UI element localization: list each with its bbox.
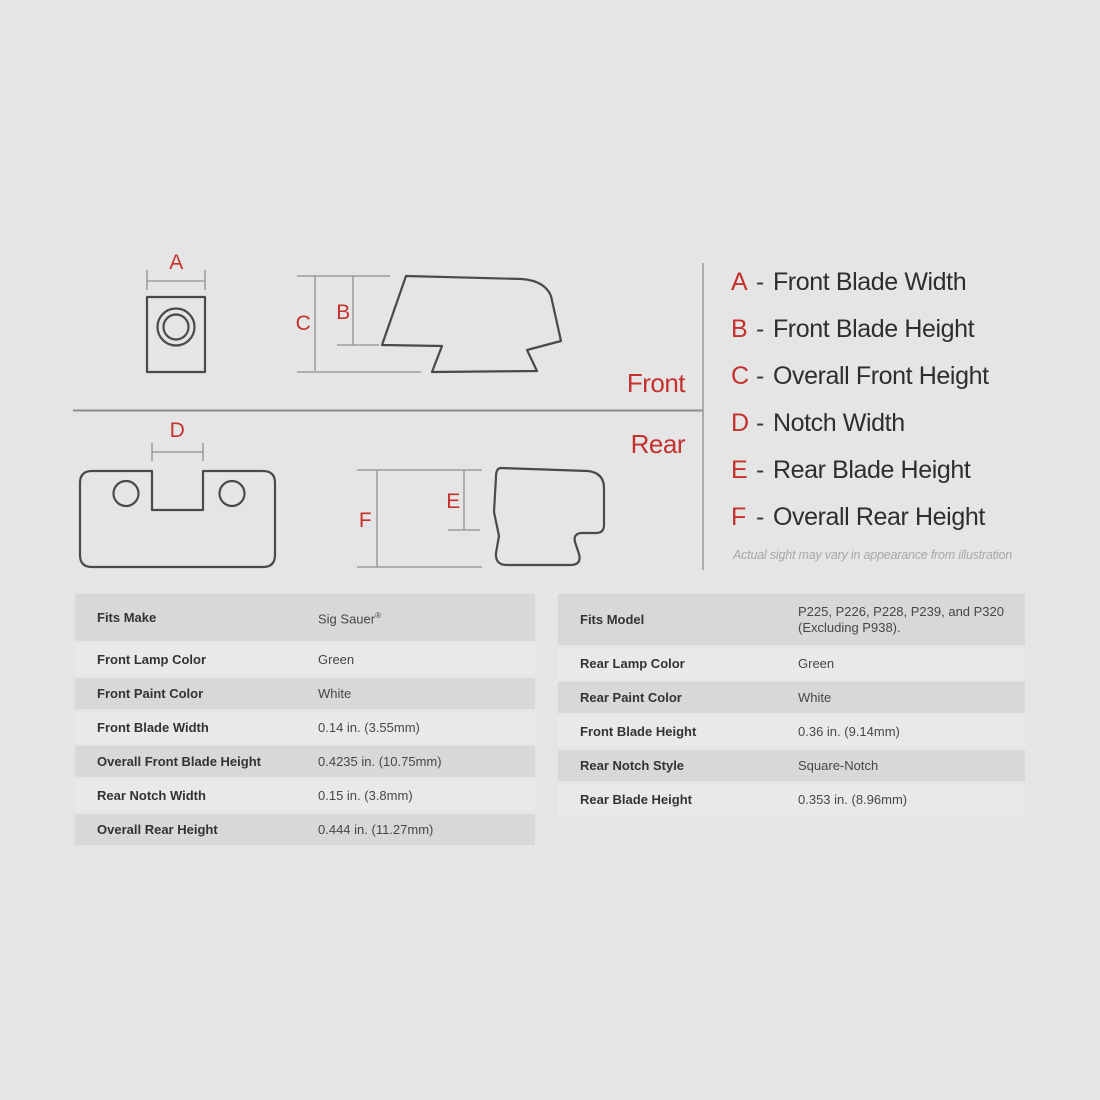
spec-value: 0.353 in. (8.96mm)	[798, 791, 908, 807]
dim-label-b: B	[336, 301, 350, 324]
spec-row-rear-lamp-color	[558, 648, 1025, 679]
spec-label: Fits Make	[97, 610, 157, 625]
legend-dash: -	[756, 503, 764, 531]
spec-value: 0.4235 in. (10.75mm)	[318, 753, 442, 769]
front-sight-lamp-inner-ring	[164, 315, 189, 340]
spec-row-front-lamp-color	[75, 644, 535, 675]
spec-label: Front Paint Color	[97, 686, 204, 701]
legend-letter: A	[731, 268, 748, 296]
legend-item-f	[731, 494, 1031, 541]
spec-value: Green	[318, 651, 355, 667]
front-section-label: Front	[626, 368, 685, 398]
legend-item-e	[731, 447, 1031, 494]
legend-item-c	[731, 353, 1031, 400]
legend-dash: -	[756, 315, 764, 343]
dim-d-lines	[152, 443, 203, 461]
spec-label: Front Lamp Color	[97, 652, 207, 667]
rear-sight-right-lamp	[220, 481, 245, 506]
spec-label: Rear Blade Height	[580, 792, 692, 807]
spec-row-rear-notch-width	[75, 780, 535, 811]
spec-value: 0.36 in. (9.14mm)	[798, 723, 900, 739]
legend-dash: -	[756, 268, 764, 296]
spec-table-left	[75, 594, 535, 848]
dim-c-b-lines	[297, 276, 421, 372]
spec-value: Sig Sauer®	[318, 610, 381, 627]
spec-row-front-blade-width	[75, 712, 535, 743]
dim-label-d: D	[169, 419, 185, 442]
spec-label: Overall Rear Height	[97, 822, 218, 837]
legend-label: Overall Front Height	[772, 362, 989, 390]
dimension-legend	[731, 259, 1031, 541]
front-sight-profile-outline	[382, 276, 561, 372]
spec-label: Rear Notch Width	[97, 788, 206, 803]
spec-row-fits-make	[75, 594, 535, 641]
legend-item-a	[731, 259, 1031, 306]
spec-value: 0.14 in. (3.55mm)	[318, 719, 420, 735]
spec-value: 0.444 in. (11.27mm)	[318, 821, 434, 837]
spec-label: Fits Model	[580, 612, 645, 627]
legend-dash: -	[756, 456, 764, 484]
spec-row-rear-notch-style	[558, 750, 1025, 781]
rear-sight-profile-outline	[494, 468, 604, 565]
dim-f-e-lines	[357, 470, 482, 567]
spec-row-overall-front-blade-height	[75, 746, 535, 777]
spec-label: Front Blade Height	[580, 724, 697, 739]
spec-value: P225, P226, P228, P239, and P320 (Excluding P938).	[798, 603, 1005, 635]
legend-label: Front Blade Height	[772, 315, 975, 343]
disclaimer-text: Actual sight may vary in appearance from illustration	[733, 548, 1013, 562]
dim-label-e: E	[446, 490, 460, 513]
legend-label: Overall Rear Height	[772, 503, 985, 531]
spec-label: Overall Front Blade Height	[97, 754, 261, 769]
legend-label: Rear Blade Height	[772, 456, 971, 484]
legend-letter: F	[731, 503, 746, 531]
legend-letter: B	[731, 315, 748, 343]
dim-label-a: A	[169, 251, 183, 274]
legend-item-b	[731, 306, 1031, 353]
spec-table-right	[558, 594, 1025, 818]
spec-label: Rear Lamp Color	[580, 656, 685, 671]
spec-row-fits-model	[558, 594, 1025, 645]
spec-label: Rear Paint Color	[580, 690, 682, 705]
legend-letter: D	[731, 409, 749, 437]
rear-sight-front-view-outline	[80, 471, 275, 567]
legend-label: Notch Width	[772, 409, 905, 437]
spec-value: Green	[798, 655, 835, 671]
spec-value: Square-Notch	[798, 757, 879, 773]
legend-dash: -	[756, 409, 764, 437]
spec-row-front-paint-color	[75, 678, 535, 709]
spec-row-front-blade-height	[558, 716, 1025, 747]
spec-label: Front Blade Width	[97, 720, 209, 735]
spec-row-rear-blade-height	[558, 784, 1025, 815]
legend-label: Front Blade Width	[772, 268, 967, 296]
legend-dash: -	[756, 362, 764, 390]
spec-label: Rear Notch Style	[580, 758, 685, 773]
rear-section-label: Rear	[630, 429, 685, 459]
legend-letter: C	[731, 362, 749, 390]
rear-sight-left-lamp	[114, 481, 139, 506]
legend-item-d	[731, 400, 1031, 447]
spec-value: White	[798, 689, 832, 705]
legend-letter: E	[731, 456, 748, 484]
dim-label-f: F	[358, 509, 372, 532]
dim-label-c: C	[295, 312, 311, 335]
spec-value: 0.15 in. (3.8mm)	[318, 787, 413, 803]
spec-row-rear-paint-color	[558, 682, 1025, 713]
spec-value: White	[318, 685, 352, 701]
registered-mark: ®	[375, 610, 381, 620]
spec-row-overall-rear-height	[75, 814, 535, 845]
